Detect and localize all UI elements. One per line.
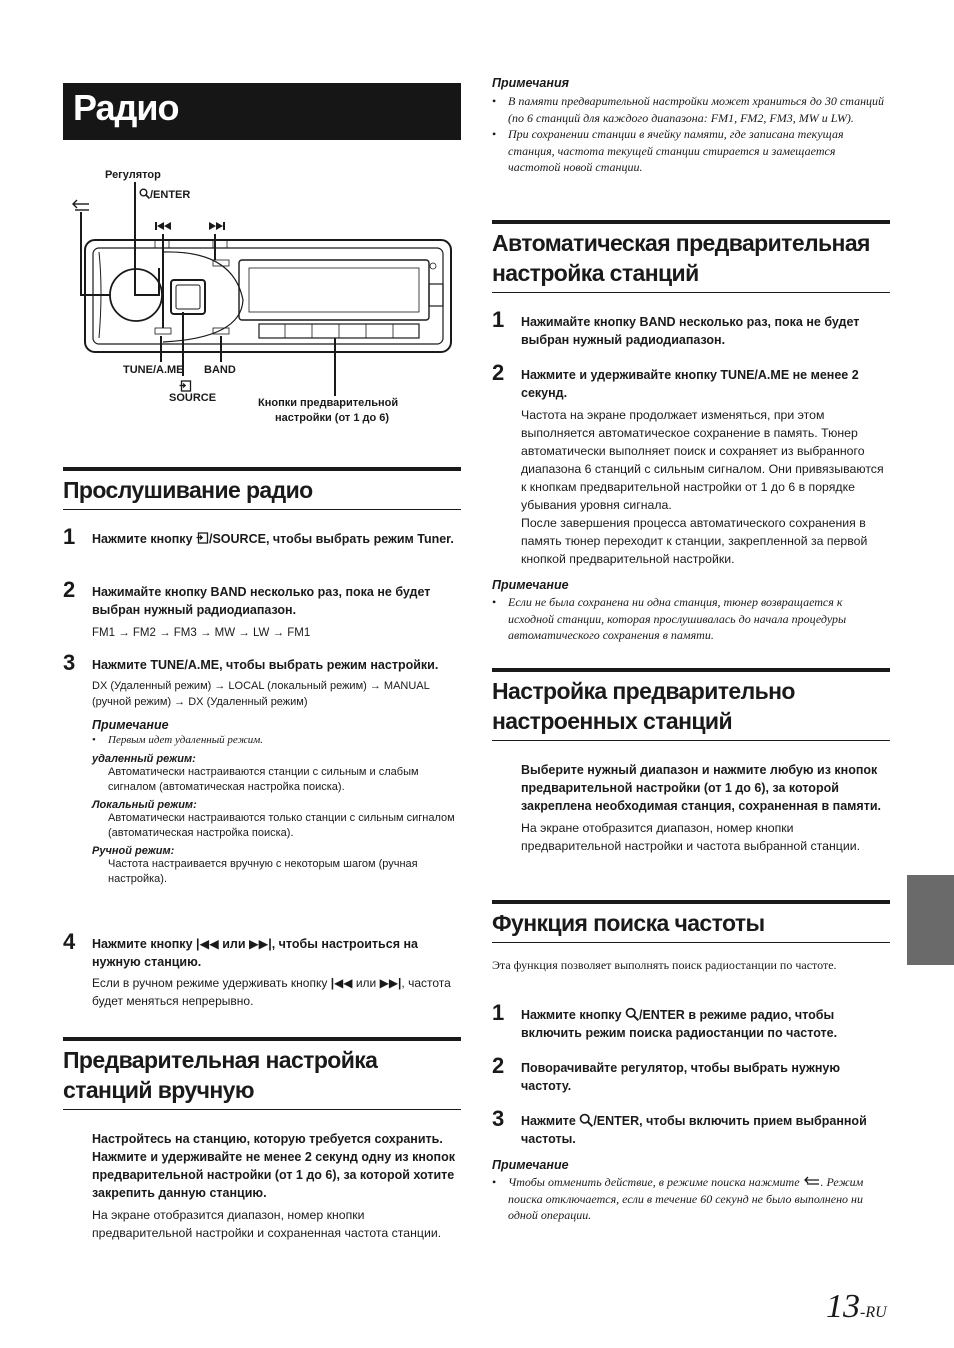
step-text-a: Нажмите и удерживайте кнопку: [521, 368, 721, 382]
tune-preset-desc: На экране отобразится диапазон, номер кнопки предварительной настройки и частота выбранной станции.: [521, 821, 860, 853]
diagram-regulator-label: Регулятор: [105, 169, 161, 181]
step-number: 1: [492, 1000, 505, 1025]
source-icon: [196, 531, 209, 544]
section-tune-preset-heading: [492, 668, 890, 741]
step-text: [92, 530, 461, 548]
tune-preset-body: [521, 761, 891, 855]
diagram-band-label: BAND: [204, 364, 236, 376]
step-text-c: несколько раз, пока не будет выбран нужный радиодиапазон.: [521, 315, 860, 347]
search-icon: [625, 1007, 639, 1021]
note-heading: Примечание: [492, 578, 569, 592]
search-icon: [579, 1113, 593, 1127]
next-icon: ▶▶|: [249, 937, 272, 951]
next-icon: ▶▶|: [379, 976, 402, 990]
note-b: . Режим поиска отключается, если в течение 60 секунд не было выполнено ни одной операции.: [508, 1175, 864, 1222]
back-icon: [73, 200, 89, 210]
section-listening-heading: [63, 467, 461, 510]
instr-a: Настройтесь на станцию, которую требуется сохранить. Нажмите и удерживайте не менее 2 секунд одну из: [92, 1132, 443, 1164]
step-text: [521, 1006, 890, 1042]
notes-top: [492, 76, 890, 176]
diagram-presets-label-2: настройки (от 1 до 6): [275, 412, 390, 424]
step-text-c: или: [218, 937, 249, 951]
step-text-c: , чтобы выбрать режим настройки.: [219, 658, 439, 672]
step-text-a: Нажмите кнопку: [92, 937, 196, 951]
step-text-a: Нажимайте кнопку: [521, 315, 640, 329]
side-tab: [907, 875, 954, 965]
section-manual-preset-heading: [63, 1037, 461, 1110]
note-a: Чтобы отменить действие, в режиме поиска нажмите: [508, 1175, 803, 1189]
auto-preset-note: [492, 578, 890, 644]
step-text-e: , чтобы настроиться на нужную станцию.: [92, 937, 418, 969]
sub-c: или: [352, 976, 380, 990]
step-text-c: не менее 2 секунд.: [521, 368, 859, 400]
sub-a: Если в ручном режиме удерживать кнопку: [92, 976, 331, 990]
step-number: 2: [63, 577, 76, 602]
note-item: • Первым идет удаленный режим.: [92, 732, 461, 749]
step-text-b: TUNE/A.ME: [720, 368, 790, 382]
step-text-b: TUNE/A.ME: [150, 658, 220, 672]
freq-search-intro: Эта функция позволяет выполнять поиск радиостанции по частоте.: [492, 958, 837, 972]
freq-search-step-2: [492, 1053, 890, 1095]
diagram-tune-label: TUNE/A.ME: [123, 364, 184, 376]
mode-manual-heading: Ручной режим:: [92, 844, 175, 857]
mode-dx-text: Автоматически настраиваются станции с сильным и слабым сигналом (автоматическая настройка поиска).: [108, 765, 419, 793]
unit-diagram: [63, 160, 461, 440]
notes-top-heading: Примечания: [492, 76, 569, 90]
freq-search-heading: Функция поиска частоты: [492, 910, 765, 936]
mode-local-text: Автоматически настраиваются только станции с сильным сигналом (автоматическая настройка поиска).: [108, 811, 455, 839]
note-item: • В памяти предварительной настройки может храниться до 30 станций (по 6 станций для каждого диапазона: FM1, FM2, FM3, MW и LW).: [492, 93, 890, 126]
step-text: [521, 366, 890, 402]
instr-b: кнопок предварительной настройки (от 1 до 6): [92, 1150, 455, 1182]
note-heading: Примечание: [492, 1158, 569, 1172]
page-number-value: 13: [826, 1288, 860, 1325]
freq-search-step-1: [492, 1000, 890, 1042]
step-text-b: регулятор: [620, 1061, 684, 1075]
step-text-c: , чтобы включить прием выбранной частоты.: [521, 1114, 867, 1146]
manual-preset-body: [92, 1130, 464, 1242]
step-text-c: несколько раз, пока не будет выбран нужный радиодиапазон.: [92, 585, 431, 617]
listening-note: [92, 718, 461, 887]
step-text-b: BAND: [639, 315, 676, 329]
page-title: Радио: [73, 87, 179, 128]
listening-step-3: [63, 650, 461, 887]
step-text: [521, 1059, 890, 1095]
mode-manual-text: Частота настраивается вручную с некоторым шагом (ручная настройка).: [108, 857, 418, 885]
tune-preset-instruction: [521, 761, 891, 815]
manual-preset-instruction: [92, 1130, 464, 1202]
step-text-a: Нажмите кнопку: [521, 1008, 625, 1022]
mode-sequence: DX (Удаленный режим) → LOCAL (локальный режим) → MANUAL (ручной режим) → DX (Удаленный режим): [92, 680, 430, 708]
instr-c: , за которой хотите закрепить данную станцию.: [92, 1168, 455, 1200]
freq-search-step-3: [492, 1106, 890, 1224]
mode-local-heading: Локальный режим:: [92, 798, 197, 811]
listening-step-1: [63, 524, 461, 549]
step-text-a: Нажимайте кнопку: [92, 585, 211, 599]
diagram-source-label: [169, 379, 216, 404]
auto-preset-step-2: [492, 360, 890, 644]
tune-preset-heading: Настройка предварительно настроенных станций: [492, 678, 795, 734]
step-text-b: /ENTER: [639, 1008, 685, 1022]
step-text-c: в режиме радио, чтобы включить режим поиска радиостанции по частоте.: [521, 1008, 838, 1040]
step-text: [92, 583, 461, 619]
freq-search-note: [492, 1158, 890, 1224]
listening-heading: Прослушивание радио: [63, 477, 313, 503]
auto-preset-p2: После завершения процесса автоматического сохранения в память тюнер переходит к станции, закрепленной за первой кнопкой предварительной настройки.: [521, 516, 868, 566]
step-text-a: Нажмите: [92, 658, 151, 672]
step-text-b: BAND: [210, 585, 247, 599]
step-text-b: /SOURCE: [209, 532, 266, 546]
manual-preset-heading: Предварительная настройка станций вручную: [63, 1047, 378, 1103]
step-number: 3: [63, 650, 76, 675]
step-number: 1: [492, 307, 505, 332]
section-freq-search-heading: [492, 900, 890, 943]
prev-icon: [155, 222, 171, 230]
step-number: 1: [63, 524, 76, 549]
section-auto-preset-heading: [492, 220, 890, 293]
step-number: 2: [492, 360, 505, 385]
page-number-suffix: -RU: [860, 1304, 887, 1321]
step-text-a: Поворачивайте: [521, 1061, 621, 1075]
step-text-c: , чтобы выбрать нужную частоту.: [521, 1061, 841, 1093]
diagram-presets-label-1: Кнопки предварительной: [258, 397, 399, 409]
auto-preset-step-1: [492, 307, 890, 349]
step-number: 4: [63, 929, 76, 954]
prev-icon: |◀◀: [330, 976, 353, 990]
step-number: 3: [492, 1106, 505, 1131]
instr-a: Выберите нужный диапазон и нажмите любую из: [521, 763, 835, 777]
auto-preset-p1: Частота на экране продолжает изменяться, при этом выполняется автоматическое сохранение в память. Тюнер автоматически выполняет поиск и сохраняет из выбранного диапазона 6 станций с сильным сигналом. Они привязываются к кнопкам предварительной настройки от 1 до 6 в порядке убывания уровня сигнала.: [521, 408, 884, 512]
prev-icon: |◀◀: [196, 937, 219, 951]
diagram-enter-text: /ENTER: [150, 189, 191, 201]
step-number: 2: [492, 1053, 505, 1078]
page-title-bar: [63, 83, 461, 140]
step-text-a: Нажмите: [521, 1114, 580, 1128]
diagram-source-text: SOURCE: [169, 392, 217, 404]
step-text-b: /ENTER: [593, 1114, 640, 1128]
back-icon: [803, 1176, 821, 1187]
step-text: [92, 656, 461, 674]
note-item: • Если не была сохранена ни одна станция, тюнер возвращается к исходной станции, которая прослушивалась до начала процедуры автоматического сохранения в памяти.: [492, 594, 890, 644]
instr-b: кнопок предварительной настройки (от 1 до 6): [521, 763, 878, 795]
note-heading: Примечание: [92, 718, 169, 732]
next-icon: [209, 222, 225, 230]
step-text: [521, 313, 890, 349]
mode-dx-heading: удаленный режим:: [92, 752, 196, 765]
note-item: • При сохранении станции в ячейку памяти, где записана текущая станция, частота текущей станции стирается и замещается частотой новой станции.: [492, 126, 890, 176]
step-text-a: Нажмите кнопку: [92, 532, 196, 546]
instr-c: , за которой закреплена необходимая станция, сохраненная в памяти.: [521, 781, 881, 813]
band-sequence: FM1 → FM2 → FM3 → MW → LW → FM1: [92, 627, 311, 639]
step-sub: [92, 975, 461, 1010]
step-text-c: , чтобы выбрать режим Tuner.: [265, 532, 454, 546]
manual-preset-desc: На экране отобразится диапазон, номер кнопки предварительной настройки и сохраненная частота станции.: [92, 1208, 442, 1240]
step-text: [521, 1112, 890, 1148]
listening-step-2: [63, 577, 461, 643]
listening-step-4: [63, 929, 461, 1010]
source-icon: [179, 379, 192, 392]
note-item: [492, 1174, 890, 1224]
sub-e: , частота будет меняться непрерывно.: [92, 976, 451, 1008]
page-number: [826, 1288, 887, 1326]
auto-preset-heading: Автоматическая предварительная настройка станций: [492, 230, 870, 286]
step-text: [92, 935, 461, 971]
